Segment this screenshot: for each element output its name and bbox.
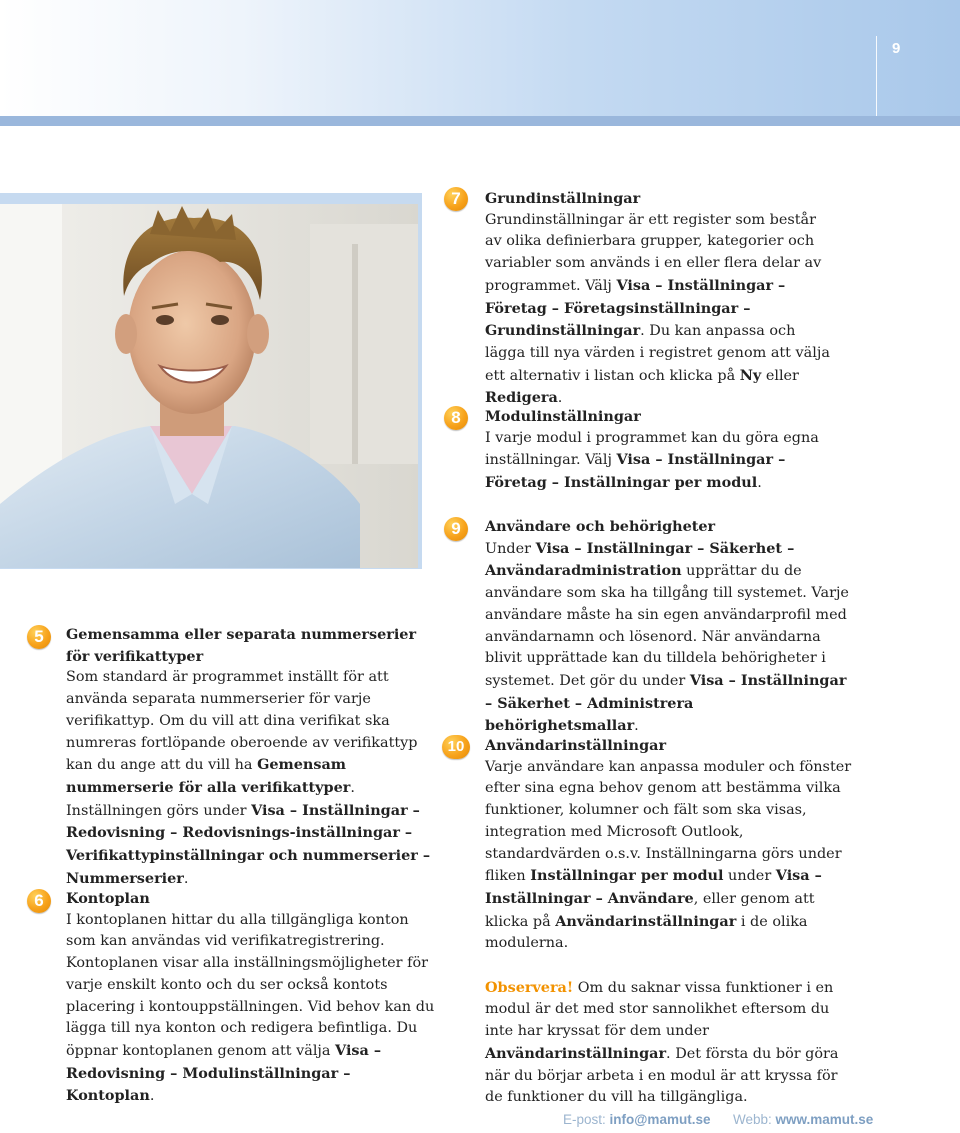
section-chart-of-accounts: Kontoplan I kontoplanen hittar du alla tillgängliga konton som kan användas vid verifikatregistrering. Kontoplanen visar alla inställningsmöjligheter för varje enskilt konto och du ser också kontots placering i kontouppställningen. Vid behov kan du lägga till nya konton och redigera befintliga. Du öppnar kontoplanen genom att välja Visa – Redovisning – Modulinställningar – Kontoplan. <box>66 890 435 1105</box>
section-user-settings: Användarinställningar Varje användare kan anpassa moduler och fönster efter sina egna behov genom att bestämma vilka funktioner, kolumner och fält som ska visas, integration med Microsoft Outlook, standardvärden o.s.v. Inställningarna görs under fliken Inställningar per modul under Visa – Inställningar – Användare, eller genom att klicka på Användarinställningar i de olika modulerna. Observera! Om du saknar vissa funktioner i en modul är det med stor sannolikhet eftersom du inte har kryssat för dem under Användarinställningar. Det första du bör göra när du börjar arbeta i en modul är att kryssa för de funktioner du vill ha tillgängliga. <box>485 735 857 1109</box>
email-label: E-post: <box>563 1112 610 1127</box>
section-title: Modulinställningar <box>485 408 641 425</box>
header-divider <box>876 36 877 116</box>
header-band <box>0 0 960 116</box>
section-title: Användarinställningar <box>485 737 667 754</box>
portrait-illustration <box>0 204 418 568</box>
section-number-badge: 7 <box>444 187 468 211</box>
email-link[interactable]: info@mamut.se <box>609 1112 711 1127</box>
section-number-badge: 9 <box>444 517 468 541</box>
portrait-photo <box>0 204 418 568</box>
section-title: Gemensamma eller separata nummerserier för verifikattyper <box>66 626 417 665</box>
section-module-settings: Modulinställningar I varje modul i programmet kan du göra egna inställningar. Välj Visa – Inställningar – Företag – Inställningar per modul. <box>485 406 830 495</box>
section-users-permissions: Användare och behörigheter Under Visa – Inställningar – Säkerhet – Användaradministration upprättar du de användare som ska ha tillgång till systemet. Varje användare måste ha sin egen användarprofil med användarnamn och lösenord. När användarna blivit upprättade kan du tilldela behörigheter i systemet. Det gör du under Visa – Inställningar – Säkerhet – Administrera behörighetsmallar. <box>485 518 849 735</box>
note-paragraph: Observera! Om du saknar vissa funktioner i en modul är det med stor sannolikhet eftersom du inte har kryssat för dem under Användarinställningar. Det första du bör göra när du börjar arbeta i en modul är att kryssa för de funktioner du vill ha tillgängliga. <box>485 978 839 1106</box>
web-link[interactable]: www.mamut.se <box>775 1112 874 1127</box>
section-title: Kontoplan <box>66 890 150 907</box>
section-title: Användare och behörigheter <box>485 518 716 535</box>
web-label: Webb: <box>732 1112 776 1127</box>
note-label: Observera! <box>485 978 574 996</box>
section-number-badge: 5 <box>27 625 51 649</box>
section-number-badge: 6 <box>27 889 51 913</box>
section-number-badge: 10 <box>442 735 470 759</box>
section-number-series: Gemensamma eller separata nummerserier för verifikattyper Som standard är programmet inställt för att använda separata nummerserier för varje verifikattyp. Om du vill att dina verifikat ska numreras fortlöpande oberoende av verifikattyp kan du ange att du vill ha Gemensam nummerserie för alla verifikattyper. Inställningen görs under Visa – Inställningar – Redovisning – Redovisnings-inställningar – Verifikattypinställningar och nummerserier – Nummerserier. <box>66 624 436 890</box>
section-number-badge: 8 <box>444 406 468 430</box>
header-rule <box>0 116 960 126</box>
section-basic-settings: Grundinställningar Grundinställningar är ett register som består av olika definierbara grupper, kategorier och variabler som används i en eller flera delar av programmet. Välj Visa – Inställningar – Företag – Företagsinställningar – Grundinställningar. Du kan anpassa och lägga till nya värden i registret genom att välja ett alternativ i listan och klicka på Ny eller Redigera. <box>485 190 830 407</box>
footer-contact <box>563 1112 873 1127</box>
section-title: Grundinställningar <box>485 190 641 207</box>
page-number: 9 <box>892 40 901 57</box>
